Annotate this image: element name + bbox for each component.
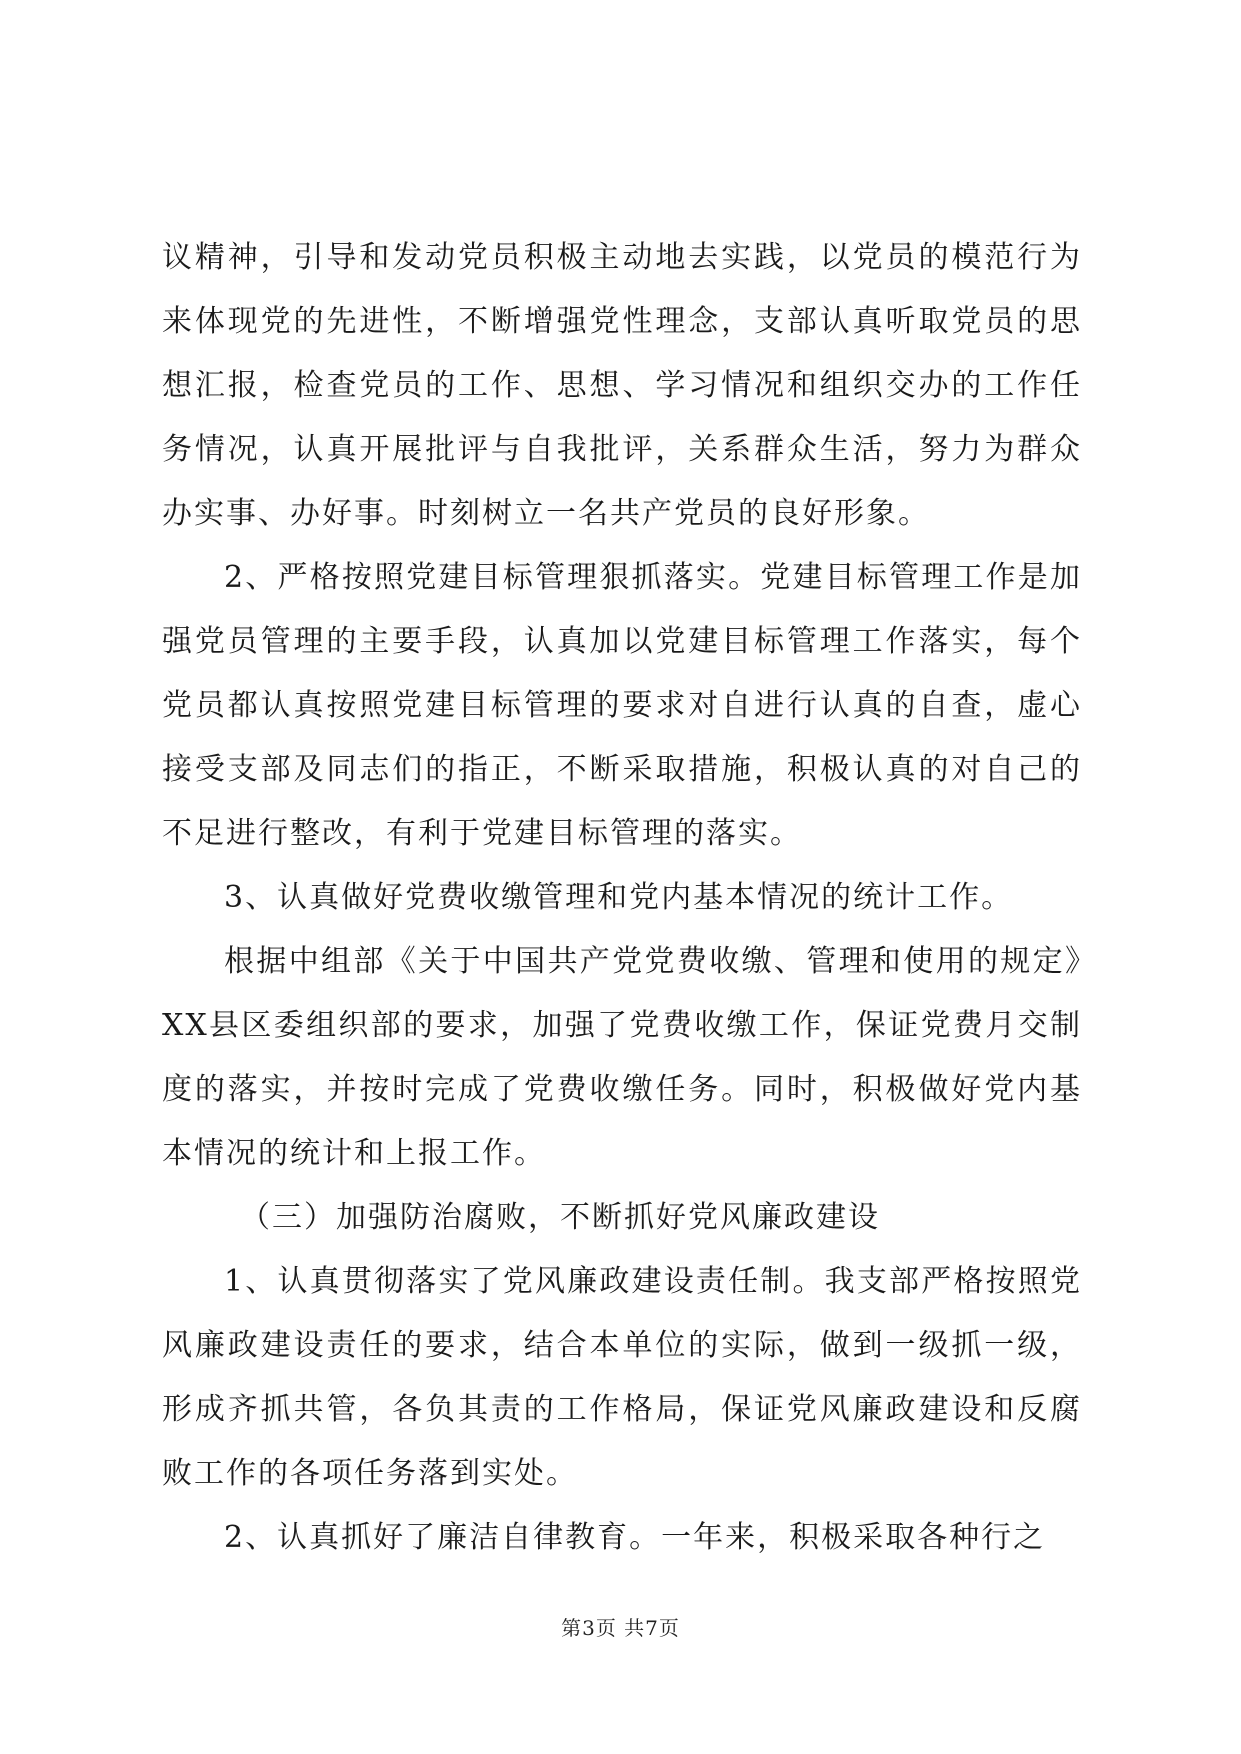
paragraph-section3-item-2: 2、认真抓好了廉洁自律教育。一年来，积极采取各种行之: [224, 1520, 1046, 1555]
document-body: [162, 226, 1082, 1570]
paragraph-item-3: 3、认真做好党费收缴管理和党内基本情况的统计工作。: [224, 880, 1014, 915]
section-heading-3: （三）加强防治腐败，不断抓好党风廉政建设: [240, 1200, 880, 1235]
paragraph-continuation: 议精神，引导和发动党员积极主动地去实践，以党员的模范行为来体现党的先进性，不断增强党性理念，支部认真听取党员的思想汇报，检查党员的工作、思想、学习情况和组织交办的工作任务情况，认真开展批评与自我批评，关系群众生活，努力为群众办实事、办好事。时刻树立一名共产党员的良好形象。: [162, 240, 1082, 531]
paragraph-item-2: 2、严格按照党建目标管理狠抓落实。党建目标管理工作是加强党员管理的主要手段，认真加以党建目标管理工作落实，每个党员都认真按照党建目标管理的要求对自进行认真的自查，虚心接受支部及同志们的指正，不断采取措施，积极认真的对自己的不足进行整改，有利于党建目标管理的落实。: [162, 560, 1082, 851]
page-number-footer: 第3页 共7页: [561, 1616, 680, 1640]
paragraph-section3-item-1: 1、认真贯彻落实了党风廉政建设责任制。我支部严格按照党风廉政建设责任的要求，结合本单位的实际，做到一级抓一级，形成齐抓共管，各负其责的工作格局，保证党风廉政建设和反腐败工作的各项任务落到实处。: [162, 1264, 1082, 1491]
paragraph-party-dues: 根据中组部《关于中国共产党党费收缴、管理和使用的规定》XX县区委组织部的要求，加强了党费收缴工作，保证党费月交制度的落实，并按时完成了党费收缴任务。同时，积极做好党内基本情况的统计和上报工作。: [162, 944, 1082, 1171]
